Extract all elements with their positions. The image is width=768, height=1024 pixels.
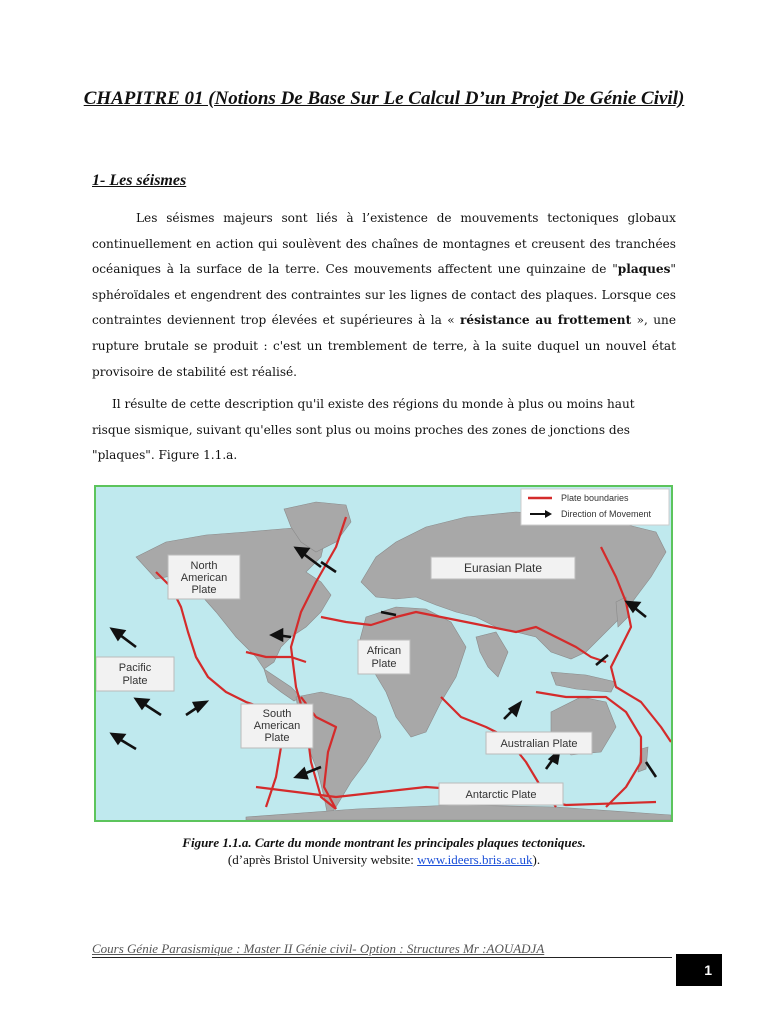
p1-text-b: " sphéroïdales et engendrent des contraintes sur les lignes de contact des plaques. Lorsque ces contraintes deviennent trop élevées et supérieures à la « (92, 262, 676, 328)
figure-source (60, 852, 708, 868)
label-south-american-1: South (262, 708, 292, 720)
label-south-american-3: Plate (264, 732, 290, 744)
page-footer: Cours Génie Parasismique : Master II Génie civil- Option : Structures Mr :AOUADJA (92, 940, 672, 958)
p1-bold-plaques: plaques (617, 262, 671, 277)
source-link[interactable]: www.ideers.bris.ac.uk (417, 852, 533, 867)
p1-bold-resistance: résistance au frottement (460, 313, 632, 328)
arrow-head (296, 769, 307, 778)
source-prefix: (d’après Bristol University website: (227, 852, 418, 867)
legend-boundaries-label: Plate boundaries (561, 493, 629, 503)
label-eurasian: Eurasian Plate (463, 561, 543, 575)
paragraph-seismes (92, 206, 676, 385)
label-north-american-1: North (190, 560, 218, 572)
label-african-1: African (366, 645, 402, 657)
label-pacific-2: Plate (122, 675, 148, 687)
new-zealand-land (638, 747, 648, 772)
label-south-american-2: American (253, 720, 301, 732)
label-pacific-1: Pacific (118, 662, 152, 674)
legend-movement-label: Direction of Movement (561, 509, 652, 519)
paragraph-risque: Il résulte de cette description qu'il existe des régions du monde à plus ou moins haut risque sismique, suivant qu'elles sont plus ou moins proches des zones de jonctions des "plaques". Figure 1.1.a. (92, 397, 635, 463)
section-heading: 1- Les séismes (92, 172, 187, 189)
india-land (476, 632, 508, 677)
figure-caption: Figure 1.1.a. Carte du monde montrant les principales plaques tectoniques. (182, 835, 586, 850)
label-north-american-2: American (180, 572, 228, 584)
world-map-svg (96, 487, 671, 820)
page-number: 1 (676, 954, 722, 986)
p1-text-c: », une rupture brutale se produit : c'est un tremblement de terre, à la suite duquel un nouvel état provisoire de stabilité est réalisé. (92, 313, 676, 379)
chapter-title: CHAPITRE 01 (Notions De Base Sur Le Calcul D’un Projet De Génie Civil) (83, 88, 685, 109)
label-african-2: Plate (371, 658, 397, 670)
source-suffix: ). (532, 852, 541, 867)
label-antarctic: Antarctic Plate (465, 789, 537, 801)
map-legend (521, 489, 669, 525)
p1-text-a: Les séismes majeurs sont liés à l’existence de mouvements tectoniques globaux continuellement en action qui soulèvent des chaînes de montagnes et creusent des tranchées océaniques à la surface de la terre. Ces mouvements affectent une quinzaine de " (92, 211, 676, 277)
arrow-pacific-south (646, 762, 656, 777)
label-north-american-3: Plate (191, 584, 217, 596)
indonesia-land (551, 672, 616, 692)
tectonic-plates-map (94, 485, 673, 822)
label-australian: Australian Plate (500, 738, 578, 750)
